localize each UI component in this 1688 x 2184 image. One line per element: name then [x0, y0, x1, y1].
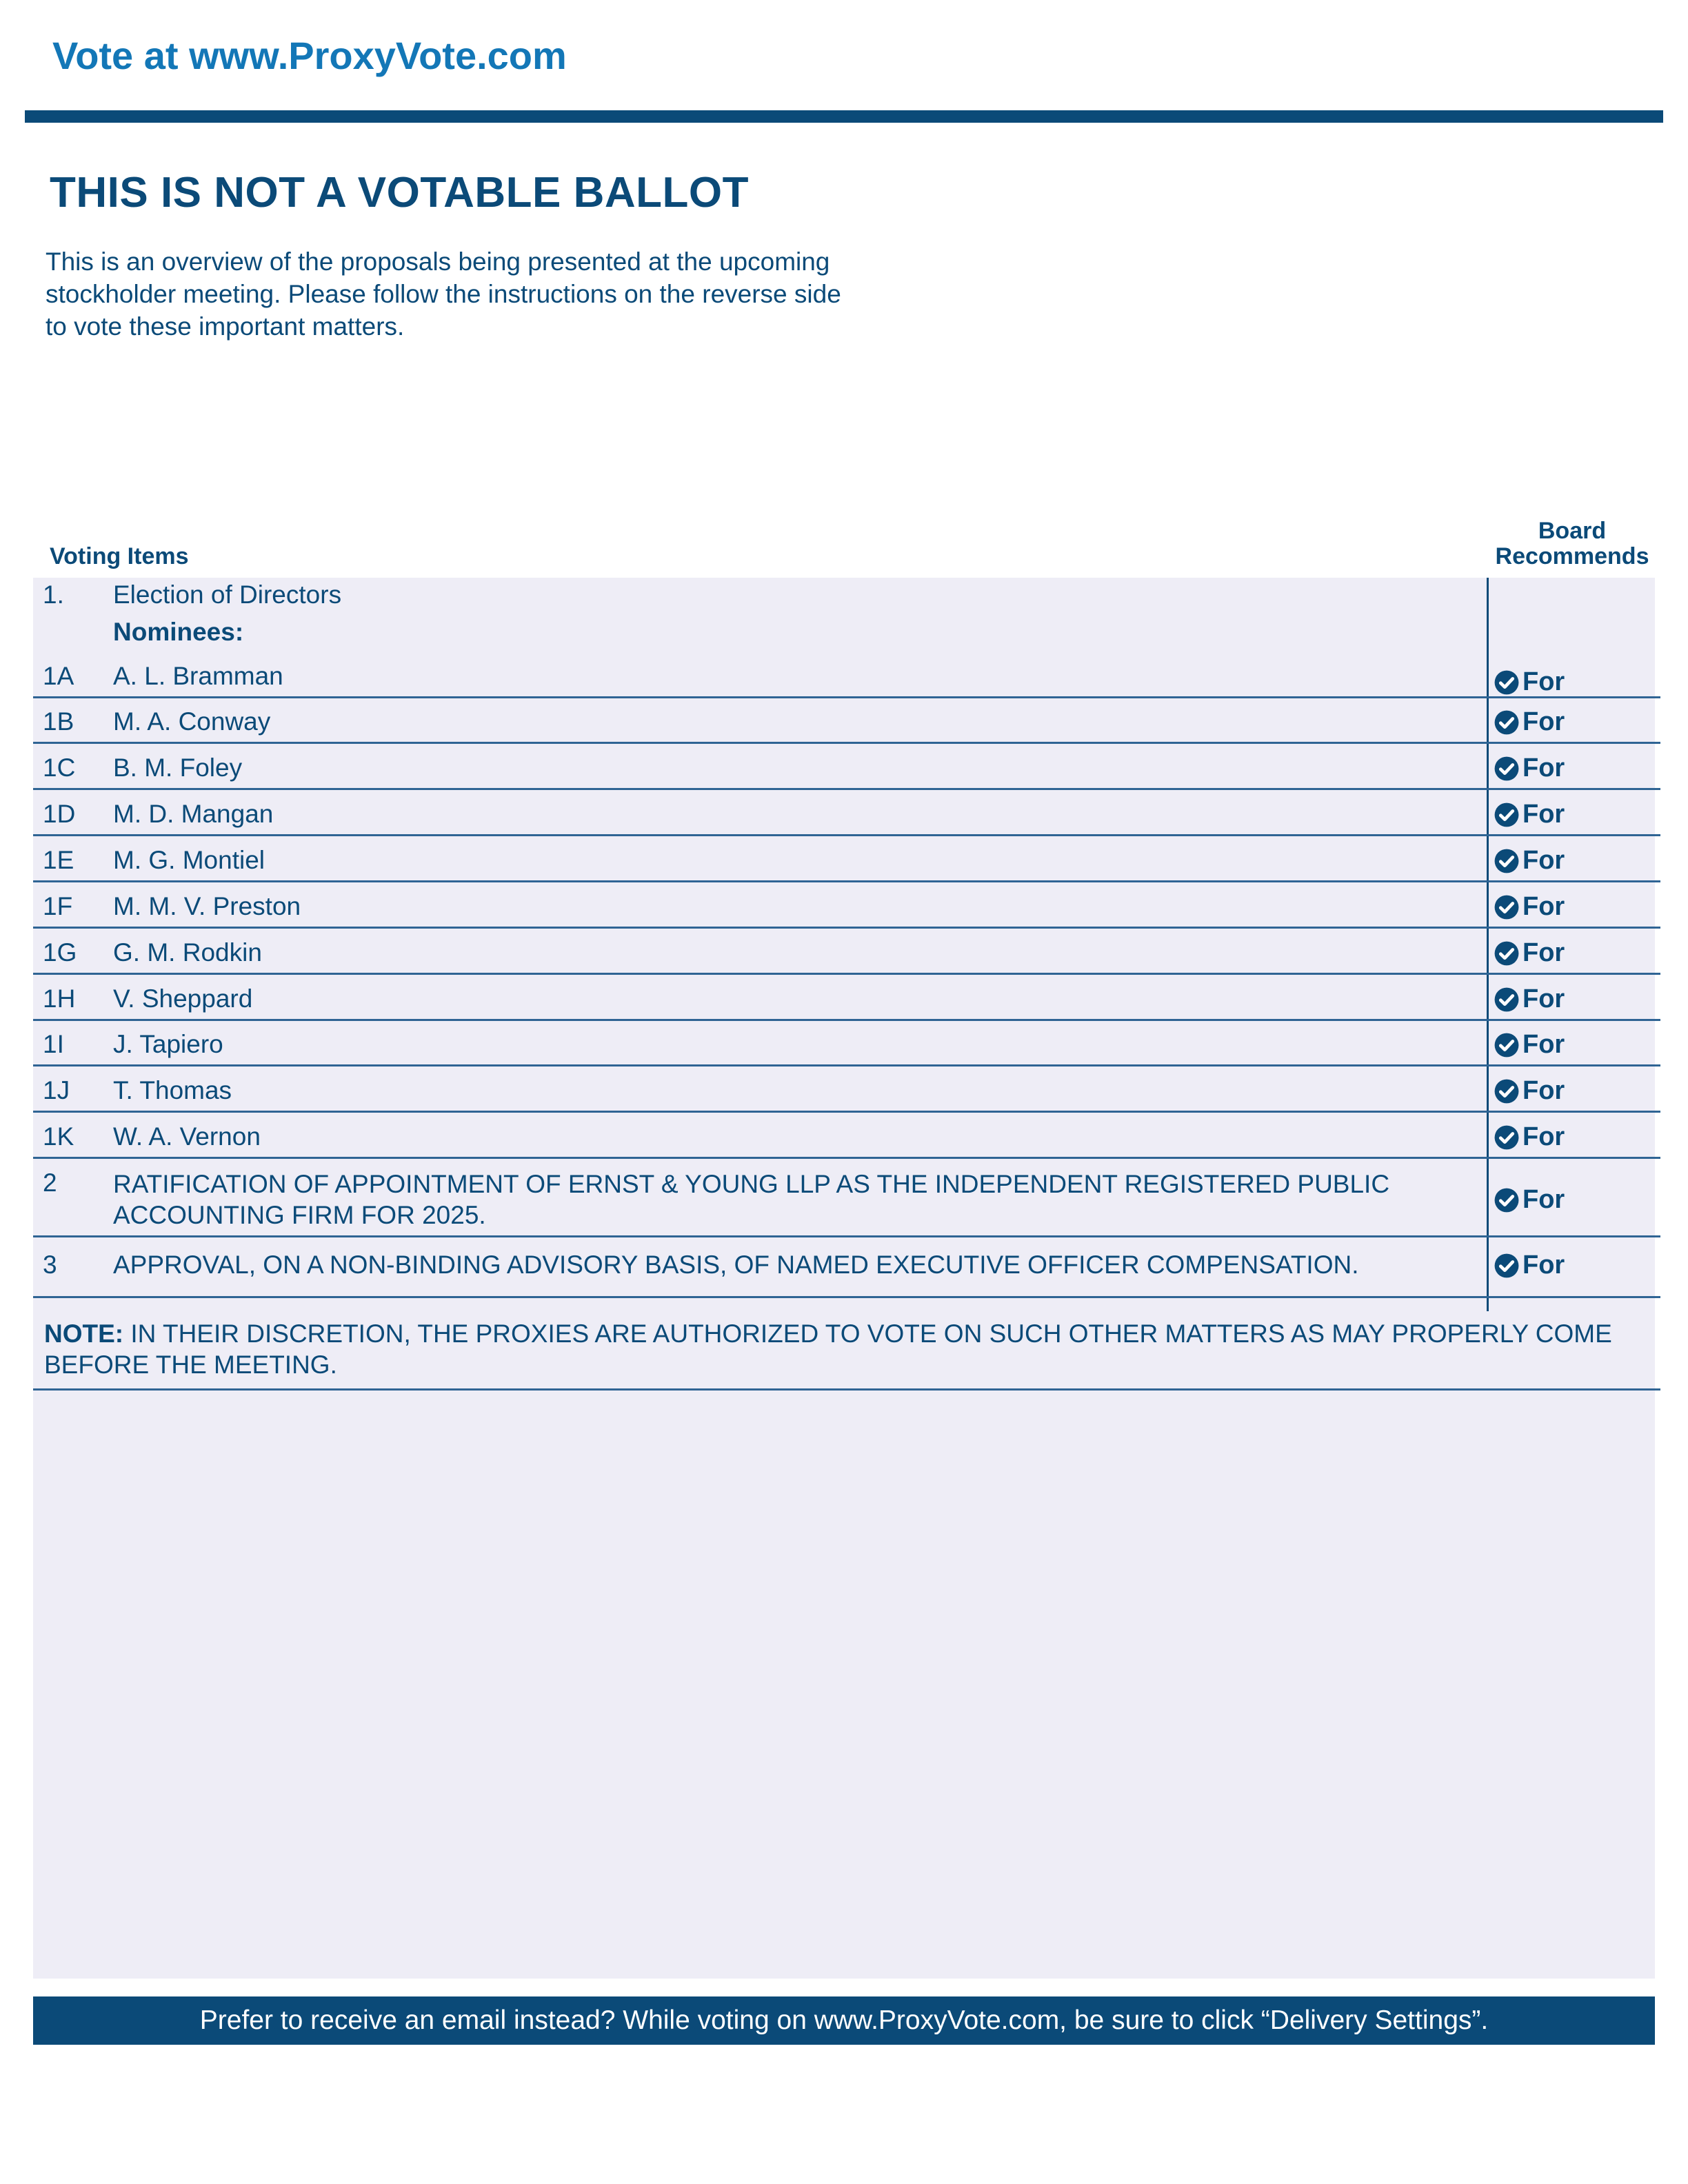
- nominee-id: 1H: [43, 984, 76, 1013]
- row-divider: [33, 834, 1660, 836]
- recommendation-for: [1494, 1251, 1565, 1280]
- recommendation-for: [1494, 938, 1565, 968]
- recommendation-for: [1494, 846, 1565, 876]
- item-1-number: 1.: [43, 580, 64, 609]
- row-divider: [33, 927, 1660, 929]
- board-recommends-header-line1: Board: [1538, 518, 1607, 544]
- proposal-3-text: APPROVAL, ON A NON-BINDING ADVISORY BASIS, OF NAMED EXECUTIVE OFFICER COMPENSATION.: [113, 1251, 1359, 1279]
- recommendation-for: [1494, 1122, 1565, 1152]
- check-circle-icon: [1494, 1078, 1523, 1104]
- recommendation-for: [1494, 892, 1565, 922]
- check-circle-icon: [1494, 894, 1523, 920]
- nominee-id: 1A: [43, 662, 74, 690]
- nominee-id: 1D: [43, 800, 76, 828]
- nominee-id: 1B: [43, 707, 74, 736]
- recommendation-label: For: [1523, 1076, 1565, 1105]
- item-1-label: Election of Directors: [113, 580, 342, 609]
- row-divider: [33, 1235, 1660, 1237]
- nominee-name: M. M. V. Preston: [113, 892, 301, 920]
- proposal-3-number: 3: [43, 1251, 57, 1279]
- proxyvote-link[interactable]: Vote at www.ProxyVote.com: [52, 34, 567, 77]
- footer-text: Prefer to receive an email instead? While voting on www.ProxyVote.com, be sure to click “Delivery Settings”.: [199, 2005, 1489, 2035]
- nominee-id: 1I: [43, 1030, 64, 1058]
- recommendation-for: [1494, 754, 1565, 783]
- recommendation-label: For: [1523, 1030, 1565, 1059]
- row-divider: [33, 742, 1660, 744]
- nominee-id: 1G: [43, 938, 77, 967]
- row-divider: [33, 1019, 1660, 1021]
- note: [44, 1318, 1651, 1380]
- recommendation-for: [1494, 707, 1565, 737]
- check-circle-icon: [1494, 669, 1523, 696]
- recommendation-for: [1494, 984, 1565, 1014]
- intro-paragraph: This is an overview of the proposals being presented at the upcoming stockholder meeting. Please follow the instructions on the reverse side to vote these important matters.: [46, 247, 841, 341]
- note-label: NOTE:: [44, 1320, 124, 1348]
- page-title: THIS IS NOT A VOTABLE BALLOT: [50, 169, 749, 216]
- row-divider: [33, 788, 1660, 790]
- recommendation-for: [1494, 1030, 1565, 1060]
- row-divider: [33, 1111, 1660, 1113]
- recommendation-label: For: [1523, 938, 1565, 967]
- nominee-name: A. L. Bramman: [113, 662, 283, 690]
- check-circle-icon: [1494, 987, 1523, 1013]
- proposal-2-text: RATIFICATION OF APPOINTMENT OF ERNST & YOUNG LLP AS THE INDEPENDENT REGISTERED PUBLIC ACCOUNTING FIRM FOR 2025.: [113, 1170, 1390, 1229]
- voting-items-header: Voting Items: [50, 543, 189, 569]
- recommendation-for: [1494, 800, 1565, 829]
- check-circle-icon: [1494, 1187, 1523, 1213]
- nominee-id: 1K: [43, 1122, 74, 1151]
- row-divider: [33, 1388, 1660, 1391]
- check-circle-icon: [1494, 756, 1523, 782]
- nominee-name: T. Thomas: [113, 1076, 232, 1104]
- row-divider: [33, 1064, 1660, 1066]
- recommendation-column-divider: [1487, 578, 1489, 1311]
- recommendation-label: For: [1523, 1185, 1565, 1214]
- recommendation-for: [1494, 1185, 1565, 1215]
- nominee-name: J. Tapiero: [113, 1030, 223, 1058]
- recommendation-label: For: [1523, 1251, 1565, 1280]
- nominee-id: 1E: [43, 846, 74, 874]
- nominee-name: V. Sheppard: [113, 984, 253, 1013]
- recommendation-label: For: [1523, 667, 1565, 696]
- recommendation-label: For: [1523, 846, 1565, 875]
- header-divider: [25, 110, 1663, 123]
- note-text: IN THEIR DISCRETION, THE PROXIES ARE AUTHORIZED TO VOTE ON SUCH OTHER MATTERS AS MAY PROPERLY COME BEFORE THE MEETING.: [44, 1320, 1612, 1379]
- board-recommends-header-line2: Recommends: [1495, 543, 1649, 569]
- check-circle-icon: [1494, 940, 1523, 967]
- nominee-name: B. M. Foley: [113, 754, 243, 782]
- row-divider: [33, 696, 1660, 698]
- check-circle-icon: [1494, 848, 1523, 874]
- check-circle-icon: [1494, 1253, 1523, 1279]
- check-circle-icon: [1494, 1124, 1523, 1151]
- recommendation-label: For: [1523, 754, 1565, 782]
- check-circle-icon: [1494, 802, 1523, 828]
- proposal-2-number: 2: [43, 1169, 57, 1197]
- recommendation-for: [1494, 1076, 1565, 1106]
- board-recommends-header: [1489, 518, 1655, 569]
- nominee-id: 1C: [43, 754, 76, 782]
- footer-banner: [33, 1996, 1655, 2045]
- recommendation-label: For: [1523, 1122, 1565, 1151]
- nominee-name: G. M. Rodkin: [113, 938, 262, 967]
- nominees-label: Nominees:: [113, 618, 244, 646]
- row-divider: [33, 880, 1660, 882]
- recommendation-label: For: [1523, 707, 1565, 736]
- recommendation-for: [1494, 667, 1565, 697]
- recommendation-label: For: [1523, 892, 1565, 921]
- nominee-name: W. A. Vernon: [113, 1122, 261, 1151]
- recommendation-label: For: [1523, 984, 1565, 1013]
- nominee-name: M. A. Conway: [113, 707, 271, 736]
- nominee-id: 1F: [43, 892, 73, 920]
- row-divider: [33, 1157, 1660, 1159]
- check-circle-icon: [1494, 1032, 1523, 1058]
- nominee-id: 1J: [43, 1076, 70, 1104]
- recommendation-label: For: [1523, 800, 1565, 829]
- nominee-name: M. G. Montiel: [113, 846, 265, 874]
- row-divider: [33, 973, 1660, 975]
- row-divider: [33, 1296, 1660, 1298]
- nominee-name: M. D. Mangan: [113, 800, 274, 828]
- check-circle-icon: [1494, 709, 1523, 736]
